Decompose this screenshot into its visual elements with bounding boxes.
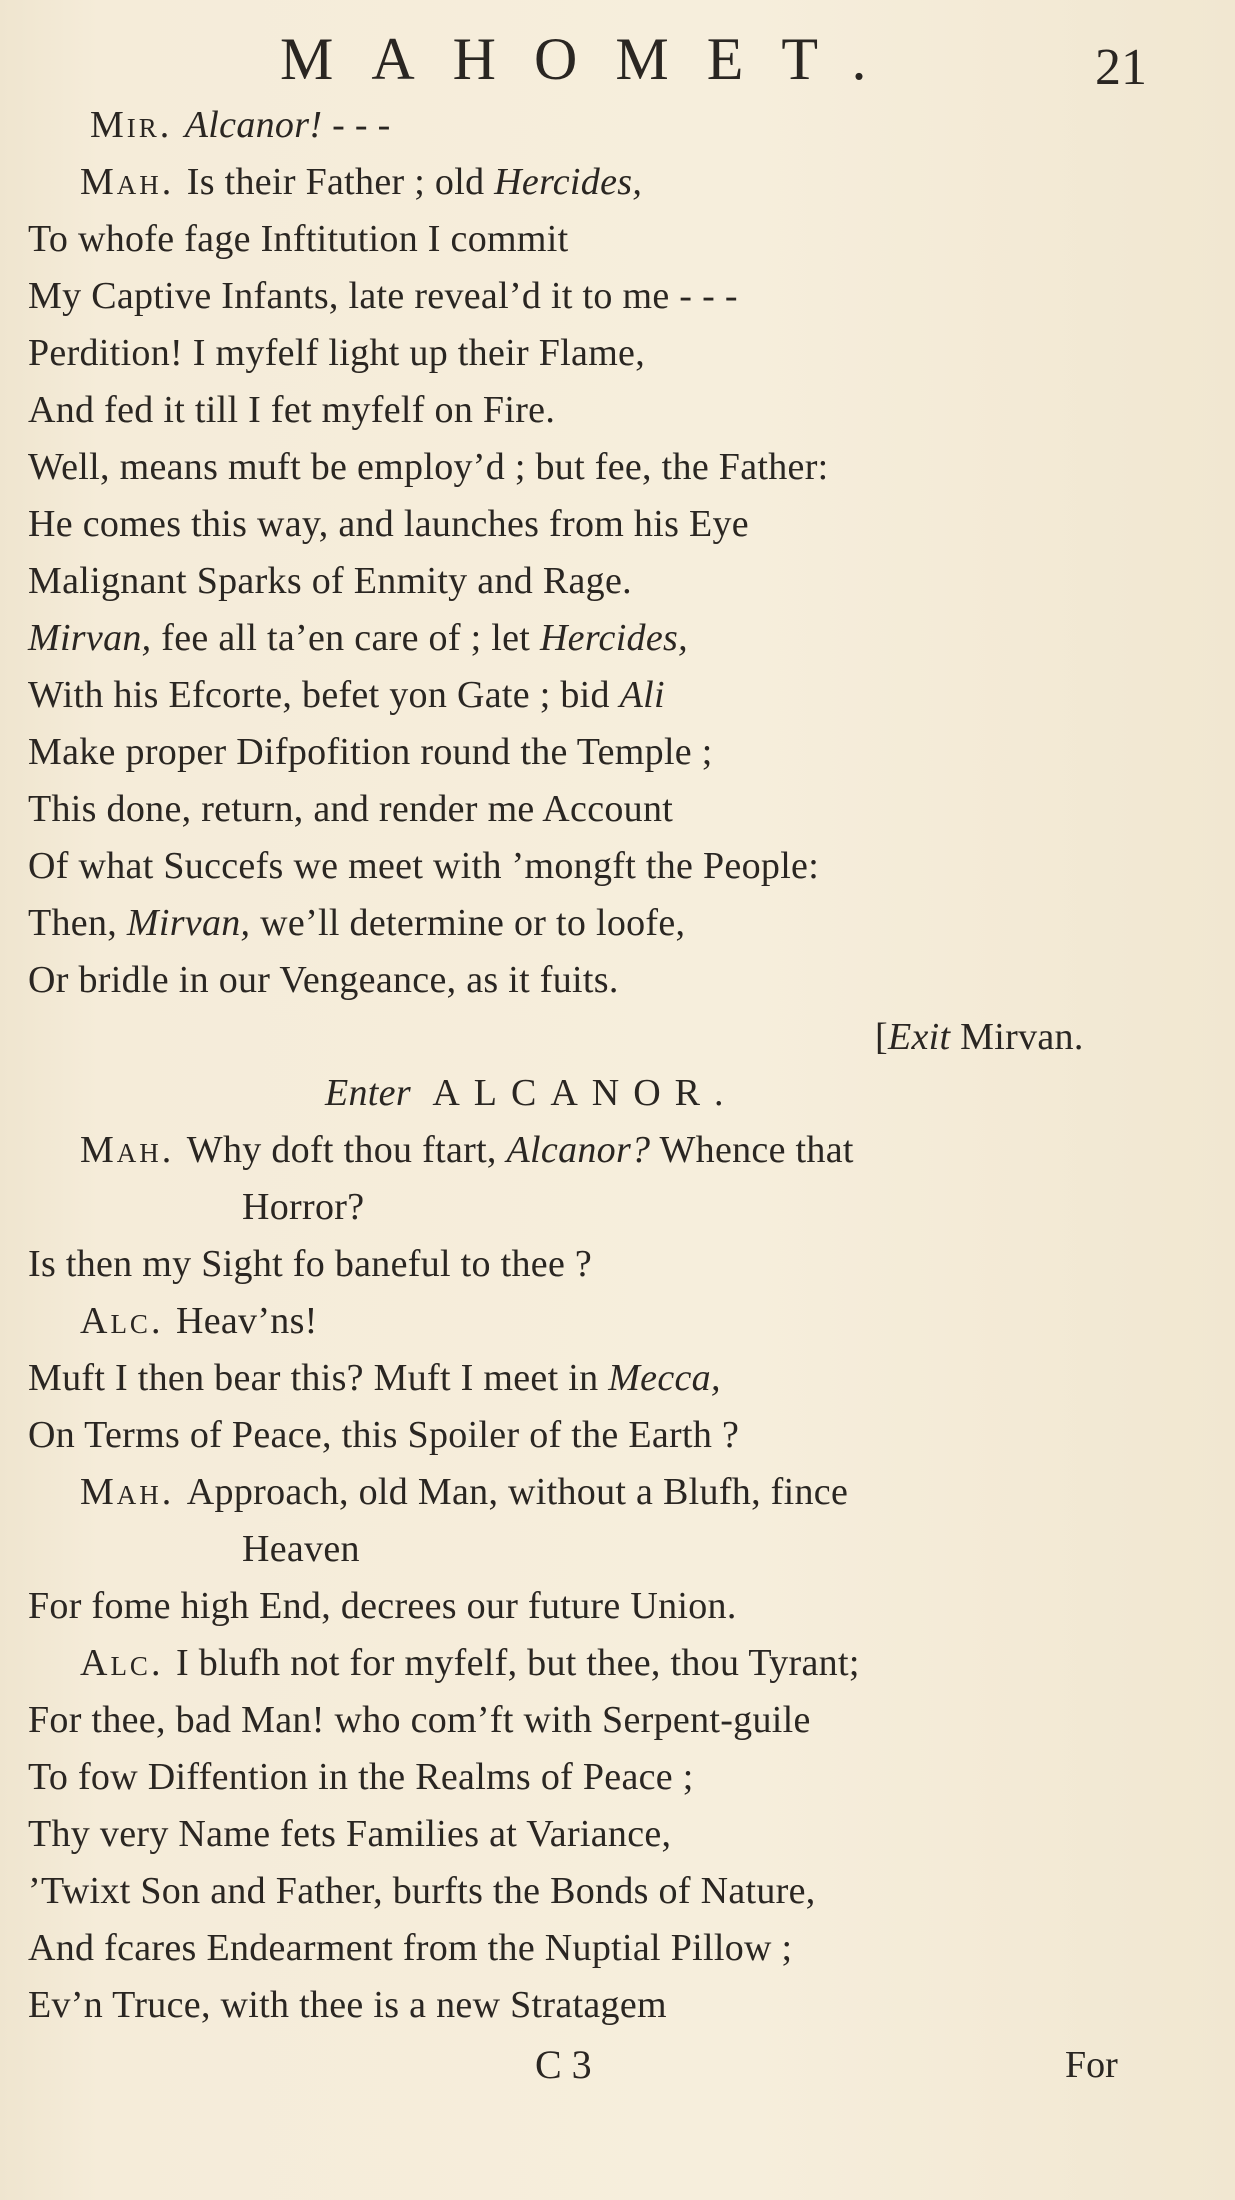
text-line — [28, 841, 819, 891]
text-span: He comes this way, and launches from his Eye — [28, 503, 749, 545]
page-number: 21 — [1095, 39, 1147, 96]
text-span: - - - — [322, 104, 391, 146]
text-line — [242, 1182, 364, 1232]
text-span: For fome high End, decrees our future Union. — [28, 1585, 737, 1627]
text-line — [28, 613, 688, 663]
text-span: To fow Diffention in the Realms of Peace ; — [28, 1756, 694, 1798]
text-span: Whence that — [650, 1129, 854, 1171]
text-span: Mirvan, — [28, 617, 152, 659]
text-span: Mirvan. — [950, 1016, 1084, 1058]
text-span: My Captive Infants, late reveal’d it to me - - - — [28, 275, 738, 317]
text-span: Mecca, — [608, 1357, 721, 1399]
text-line — [80, 1296, 318, 1346]
text-span: Thy very Name fets Families at Variance, — [28, 1813, 672, 1855]
text-span: Why doft thou ftart, — [186, 1129, 507, 1171]
text-span: Heaven — [242, 1528, 360, 1570]
text-span: Hercides, — [494, 161, 643, 203]
running-title: MAHOMET. — [280, 26, 905, 92]
text-line — [28, 1239, 592, 1289]
text-span: This done, return, and render me Account — [28, 788, 674, 830]
text-line — [80, 1638, 860, 1688]
text-line — [28, 271, 738, 321]
text-line — [80, 1467, 848, 1517]
text-line — [242, 1524, 360, 1574]
text-span: Muft I then bear this? Muft I meet in — [28, 1357, 609, 1399]
text-span: Heav’ns! — [175, 1300, 318, 1342]
text-line — [28, 727, 713, 777]
text-line — [90, 100, 391, 150]
text-span: Perdition! I myfelf light up their Flame, — [28, 332, 646, 374]
text-span: ’Twixt Son and Father, burfts the Bonds of Nature, — [28, 1870, 816, 1912]
text-span: Of what Succefs we meet with ’mongft the People: — [28, 845, 820, 887]
text-span: Mir. — [90, 104, 185, 146]
text-span: Exit — [887, 1016, 951, 1058]
text-line — [28, 670, 665, 720]
text-line — [28, 499, 749, 549]
text-span: Mirvan, — [126, 902, 251, 944]
signature-mark: C 3 — [535, 2042, 592, 2087]
text-span: Enter — [325, 1072, 411, 1114]
text-span: Mah. — [80, 161, 187, 203]
text-span: With his Efcorte, befet yon Gate ; bid — [28, 674, 620, 716]
text-span: I blufh not for myfelf, but thee, thou Tyrant; — [175, 1642, 860, 1684]
text-span: To whofe fage Inftitution I commit — [28, 218, 569, 260]
text-span: Well, means muft be employ’d ; but fee, the Father: — [28, 446, 829, 488]
text-line — [28, 1980, 667, 2030]
text-span: On Terms of Peace, this Spoiler of the Earth ? — [28, 1414, 740, 1456]
text-span: Alc. — [80, 1642, 176, 1684]
text-line — [28, 784, 673, 834]
text-line — [80, 1125, 854, 1175]
text-span: And fed it till I fet myfelf on Fire. — [28, 389, 556, 431]
text-span: Mah. — [80, 1471, 187, 1513]
text-span: Or bridle in our Vengeance, as it fuits. — [28, 959, 619, 1001]
text-line — [28, 955, 619, 1005]
text-line — [28, 1695, 811, 1745]
text-line — [28, 1866, 816, 1916]
text-line — [28, 214, 568, 264]
text-span: Mah. — [80, 1129, 187, 1171]
text-line — [28, 1353, 721, 1403]
text-span: Alc. — [80, 1300, 176, 1342]
text-line — [325, 1068, 738, 1118]
text-span: Alcanor! — [184, 104, 323, 146]
text-span: ALCANOR. — [410, 1072, 738, 1114]
text-line — [28, 1923, 792, 1973]
text-span: Hercides, — [539, 617, 688, 659]
text-span: Is then my Sight fo baneful to thee ? — [28, 1243, 593, 1285]
text-line — [28, 328, 645, 378]
text-span: fee all ta’en care of ; let — [151, 617, 540, 659]
text-line — [875, 1012, 1084, 1062]
text-span: Horror? — [242, 1186, 365, 1228]
text-line — [28, 1410, 739, 1460]
text-span: [ — [875, 1016, 888, 1058]
text-span: Ev’n Truce, with thee is a new Stratagem — [28, 1984, 667, 2026]
text-line — [28, 385, 555, 435]
text-span: Approach, old Man, without a Blufh, fince — [186, 1471, 849, 1513]
text-line — [28, 556, 632, 606]
text-span: And fcares Endearment from the Nuptial Pillow ; — [28, 1927, 793, 1969]
text-span: Ali — [619, 674, 665, 716]
text-line — [28, 1752, 694, 1802]
text-line — [28, 1809, 671, 1859]
text-line — [28, 898, 685, 948]
text-span: Then, — [28, 902, 127, 944]
text-line — [80, 157, 642, 207]
text-line — [28, 1581, 737, 1631]
text-line — [28, 442, 829, 492]
text-span: we’ll determine or to loofe, — [250, 902, 686, 944]
text-span: Is their Father ; old — [186, 161, 495, 203]
text-span: Malignant Sparks of Enmity and Rage. — [28, 560, 632, 602]
text-span: For thee, bad Man! who com’ft with Serpent-guile — [28, 1699, 811, 1741]
catchword: For — [1065, 2044, 1118, 2086]
text-span: Alcanor? — [506, 1129, 651, 1171]
text-span: Make proper Difpofition round the Temple ; — [28, 731, 713, 773]
